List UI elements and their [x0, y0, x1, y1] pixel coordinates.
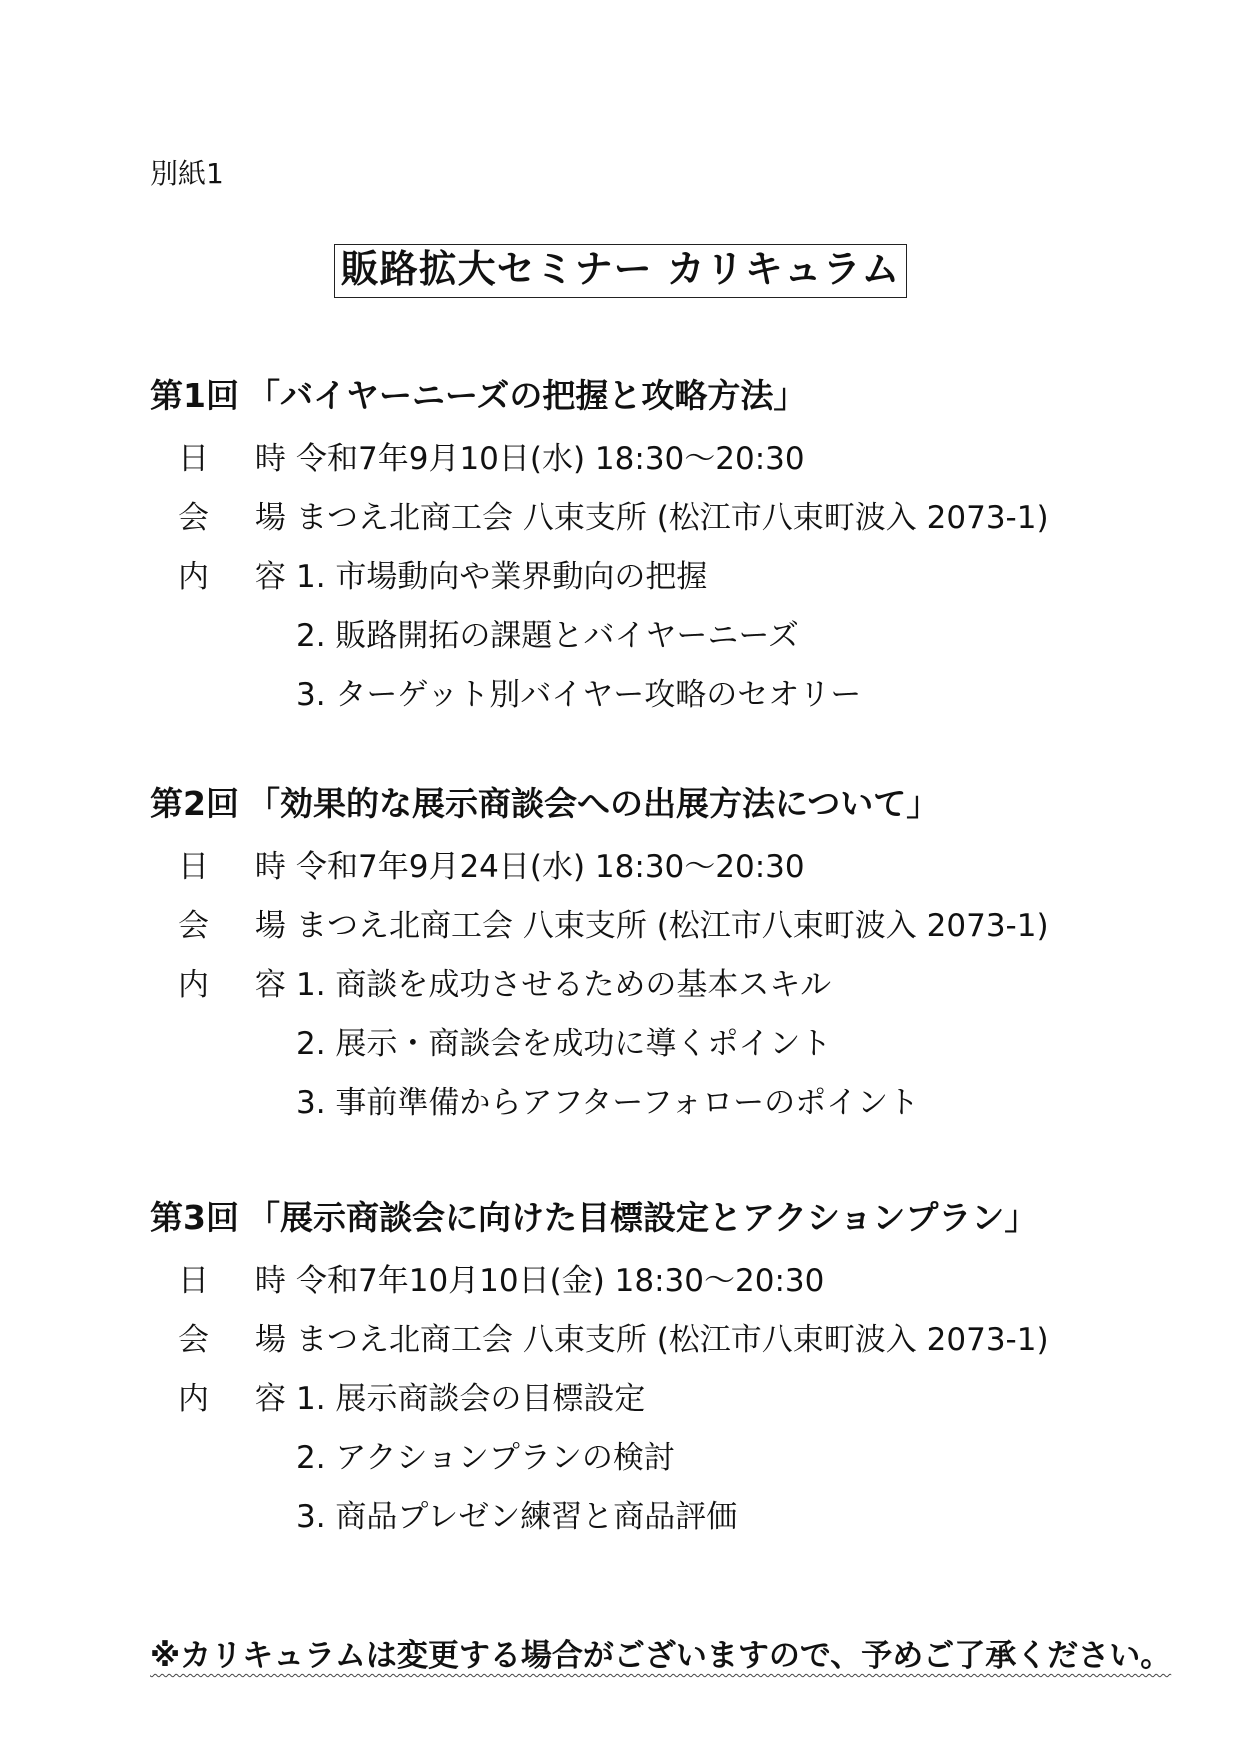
page-title: 販路拡大セミナー カリキュラム: [334, 244, 908, 298]
content-row: [150, 548, 1200, 607]
venue-value: まつえ北商工会 八束支所 (松江市八束町波入 2073-1): [296, 1322, 1049, 1358]
session-1: [150, 370, 1200, 725]
content-item: 3. 事前準備からアフターフォローのポイント: [296, 1085, 920, 1121]
content-row: [150, 1015, 1200, 1074]
date-label: 日 時: [178, 849, 304, 885]
date-value: 令和7年9月10日(水) 18:30〜20:30: [296, 441, 805, 477]
content-item: 3. ターゲット別バイヤー攻略のセオリー: [296, 677, 862, 713]
date-row: [150, 838, 1200, 897]
content-label: 内 容: [178, 1381, 304, 1417]
title-container: [0, 244, 1241, 298]
content-row: [150, 956, 1200, 1015]
content-item: 2. アクションプランの検討: [296, 1440, 675, 1476]
date-row: [150, 1252, 1200, 1311]
session-title: 「バイヤーニーズの把握と攻略方法」: [246, 376, 807, 415]
content-row: [150, 607, 1200, 666]
venue-label: 会 場: [178, 908, 304, 944]
content-row: [150, 1370, 1200, 1429]
date-row: [150, 430, 1200, 489]
venue-label: 会 場: [178, 500, 304, 536]
venue-row: [150, 489, 1200, 548]
venue-label: 会 場: [178, 1322, 304, 1358]
content-item: 1. 市場動向や業界動向の把握: [296, 559, 708, 595]
date-value: 令和7年9月24日(水) 18:30〜20:30: [296, 849, 805, 885]
content-row: [150, 1429, 1200, 1488]
session-title: 「展示商談会に向けた目標設定とアクションプラン」: [246, 1198, 1038, 1237]
content-item: 2. 展示・商談会を成功に導くポイント: [296, 1026, 832, 1062]
content-item: 1. 展示商談会の目標設定: [296, 1381, 646, 1417]
attachment-label: 別紙1: [150, 157, 224, 190]
session-number: 第1回: [150, 376, 239, 415]
date-label: 日 時: [178, 1263, 304, 1299]
session-number: 第3回: [150, 1198, 239, 1237]
venue-row: [150, 897, 1200, 956]
date-label: 日 時: [178, 441, 304, 477]
venue-value: まつえ北商工会 八束支所 (松江市八束町波入 2073-1): [296, 908, 1049, 944]
date-value: 令和7年10月10日(金) 18:30〜20:30: [296, 1263, 825, 1299]
content-label: 内 容: [178, 967, 304, 1003]
session-heading: [150, 1192, 1200, 1244]
content-row: [150, 1074, 1200, 1133]
venue-row: [150, 1311, 1200, 1370]
change-notice: ※カリキュラムは変更する場合がございますので、予めご了承ください。: [150, 1638, 1172, 1674]
session-number: 第2回: [150, 784, 239, 823]
content-item: 2. 販路開拓の課題とバイヤーニーズ: [296, 618, 799, 654]
session-title: 「効果的な展示商談会への出展方法について」: [246, 784, 940, 823]
session-2: [150, 778, 1200, 1133]
content-row: [150, 666, 1200, 725]
session-heading: [150, 778, 1200, 830]
session-heading: [150, 370, 1200, 422]
content-label: 内 容: [178, 559, 304, 595]
content-row: [150, 1488, 1200, 1547]
content-item: 3. 商品プレゼン練習と商品評価: [296, 1499, 738, 1535]
session-3: [150, 1192, 1200, 1547]
content-item: 1. 商談を成功させるための基本スキル: [296, 967, 832, 1003]
venue-value: まつえ北商工会 八束支所 (松江市八束町波入 2073-1): [296, 500, 1049, 536]
